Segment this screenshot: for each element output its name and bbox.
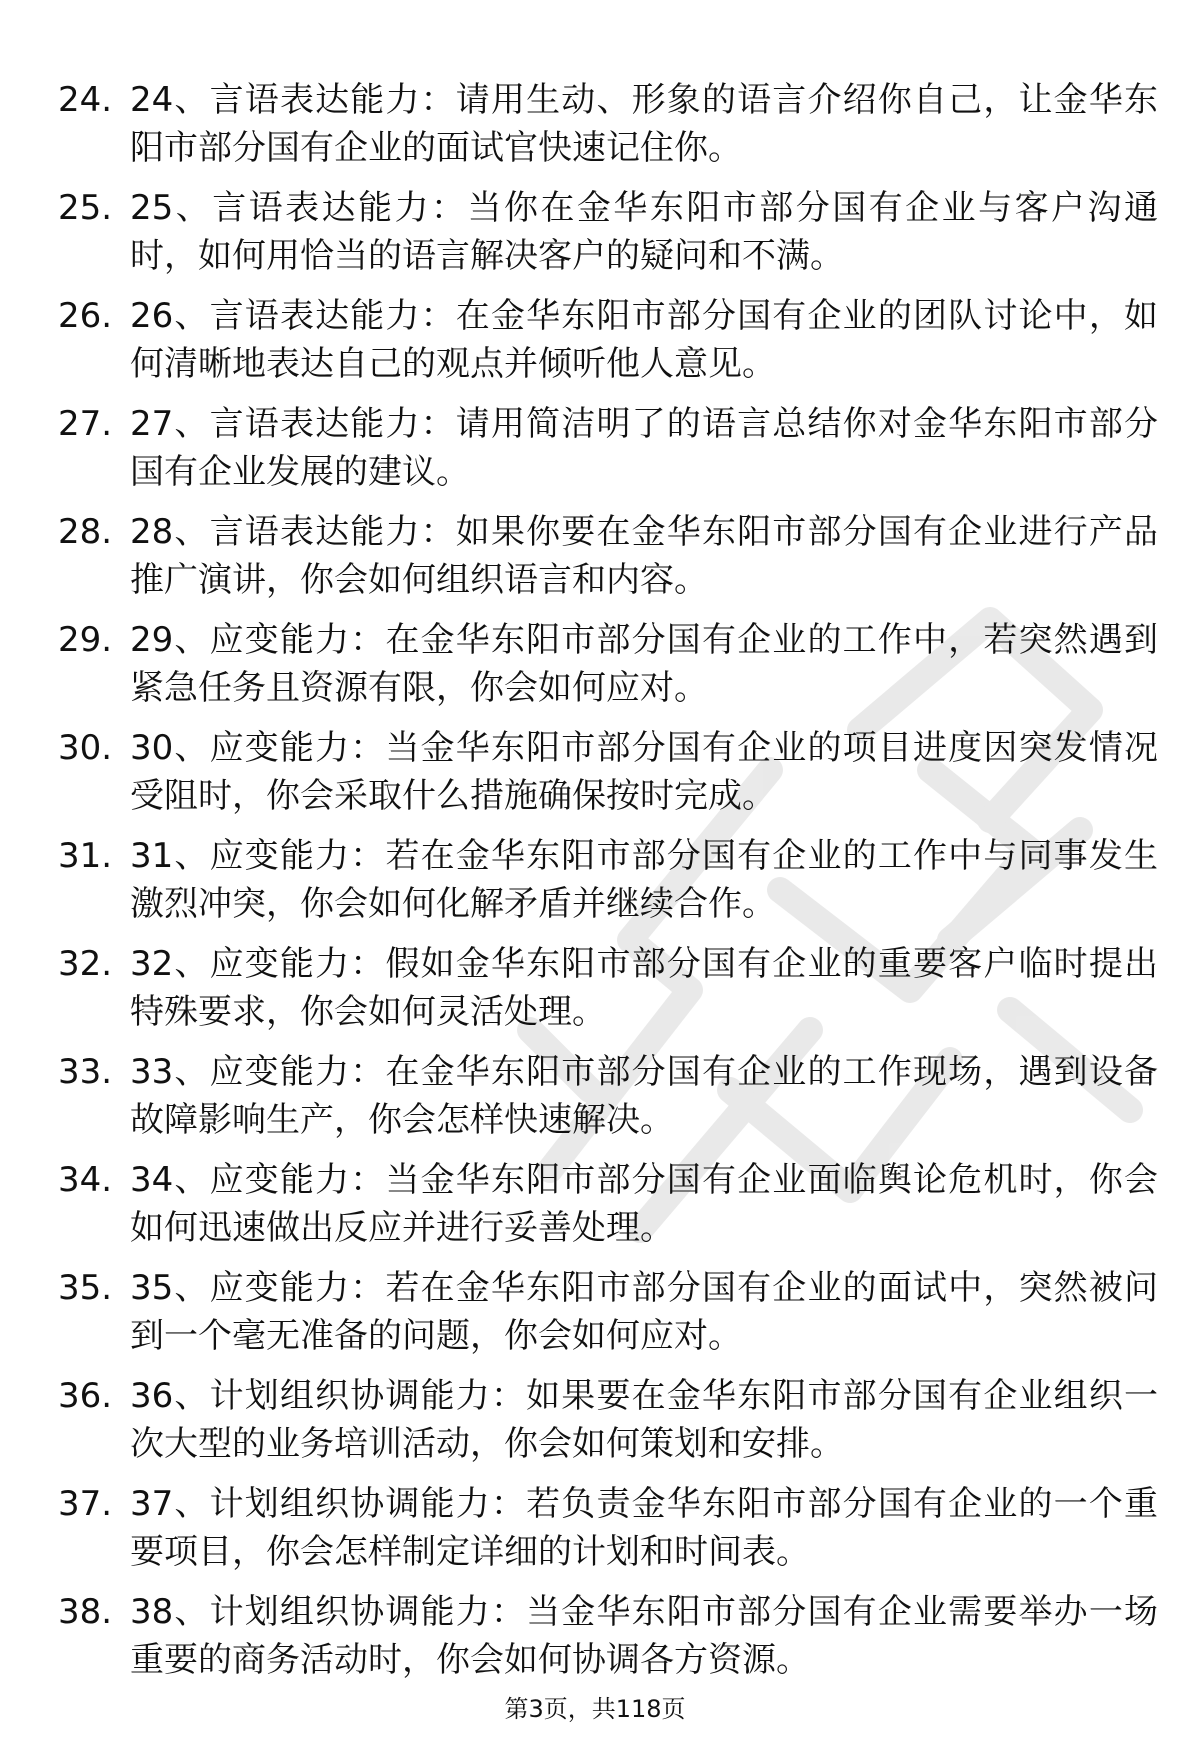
list-item xyxy=(58,724,1158,832)
item-text: 30、应变能力：当金华东阳市部分国有企业的项目进度因突发情况受阻时，你会采取什么措施确保按时完成。 xyxy=(130,728,1158,816)
item-number: 33. xyxy=(58,1052,113,1092)
list-item xyxy=(58,616,1158,724)
item-text: 32、应变能力：假如金华东阳市部分国有企业的重要客户临时提出特殊要求，你会如何灵活处理。 xyxy=(130,944,1158,1032)
list-item xyxy=(58,1480,1158,1588)
item-text: 27、言语表达能力：请用简洁明了的语言总结你对金华东阳市部分国有企业发展的建议。 xyxy=(130,404,1158,492)
list-item xyxy=(58,508,1158,616)
item-text: 33、应变能力：在金华东阳市部分国有企业的工作现场，遇到设备故障影响生产，你会怎样快速解决。 xyxy=(130,1052,1158,1140)
list-item xyxy=(58,940,1158,1048)
item-text: 34、应变能力：当金华东阳市部分国有企业面临舆论危机时，你会如何迅速做出反应并进行妥善处理。 xyxy=(130,1160,1158,1248)
item-text: 24、言语表达能力：请用生动、形象的语言介绍你自己，让金华东阳市部分国有企业的面试官快速记住你。 xyxy=(130,80,1158,168)
item-number: 28. xyxy=(58,512,113,552)
list-item xyxy=(58,1372,1158,1480)
list-item xyxy=(58,1588,1158,1696)
item-text: 29、应变能力：在金华东阳市部分国有企业的工作中，若突然遇到紧急任务且资源有限，你会如何应对。 xyxy=(130,620,1158,708)
list-item xyxy=(58,400,1158,508)
item-number: 25. xyxy=(58,188,113,228)
item-number: 24. xyxy=(58,80,113,120)
item-text: 38、计划组织协调能力：当金华东阳市部分国有企业需要举办一场重要的商务活动时，你会如何协调各方资源。 xyxy=(130,1592,1158,1680)
item-text: 28、言语表达能力：如果你要在金华东阳市部分国有企业进行产品推广演讲，你会如何组织语言和内容。 xyxy=(130,512,1158,600)
item-text: 35、应变能力：若在金华东阳市部分国有企业的面试中，突然被问到一个毫无准备的问题，你会如何应对。 xyxy=(130,1268,1158,1356)
item-number: 31. xyxy=(58,836,113,876)
item-number: 26. xyxy=(58,296,113,336)
item-number: 27. xyxy=(58,404,113,444)
question-list xyxy=(58,76,1158,1696)
item-number: 32. xyxy=(58,944,113,984)
list-item xyxy=(58,292,1158,400)
item-number: 38. xyxy=(58,1592,113,1632)
item-number: 34. xyxy=(58,1160,113,1200)
item-number: 29. xyxy=(58,620,113,660)
item-number: 36. xyxy=(58,1376,113,1416)
list-item xyxy=(58,184,1158,292)
page-footer: 第3页，共118页 xyxy=(504,1695,686,1723)
list-item xyxy=(58,1048,1158,1156)
list-item xyxy=(58,1156,1158,1264)
item-text: 37、计划组织协调能力：若负责金华东阳市部分国有企业的一个重要项目，你会怎样制定详细的计划和时间表。 xyxy=(130,1484,1158,1572)
item-text: 26、言语表达能力：在金华东阳市部分国有企业的团队讨论中，如何清晰地表达自己的观点并倾听他人意见。 xyxy=(130,296,1158,384)
item-number: 35. xyxy=(58,1268,113,1308)
list-item xyxy=(58,76,1158,184)
list-item xyxy=(58,1264,1158,1372)
item-text: 31、应变能力：若在金华东阳市部分国有企业的工作中与同事发生激烈冲突，你会如何化解矛盾并继续合作。 xyxy=(130,836,1158,924)
list-item xyxy=(58,832,1158,940)
item-number: 30. xyxy=(58,728,113,768)
item-number: 37. xyxy=(58,1484,113,1524)
item-text: 36、计划组织协调能力：如果要在金华东阳市部分国有企业组织一次大型的业务培训活动，你会如何策划和安排。 xyxy=(130,1376,1158,1464)
item-text: 25、言语表达能力：当你在金华东阳市部分国有企业与客户沟通时，如何用恰当的语言解决客户的疑问和不满。 xyxy=(130,188,1158,276)
